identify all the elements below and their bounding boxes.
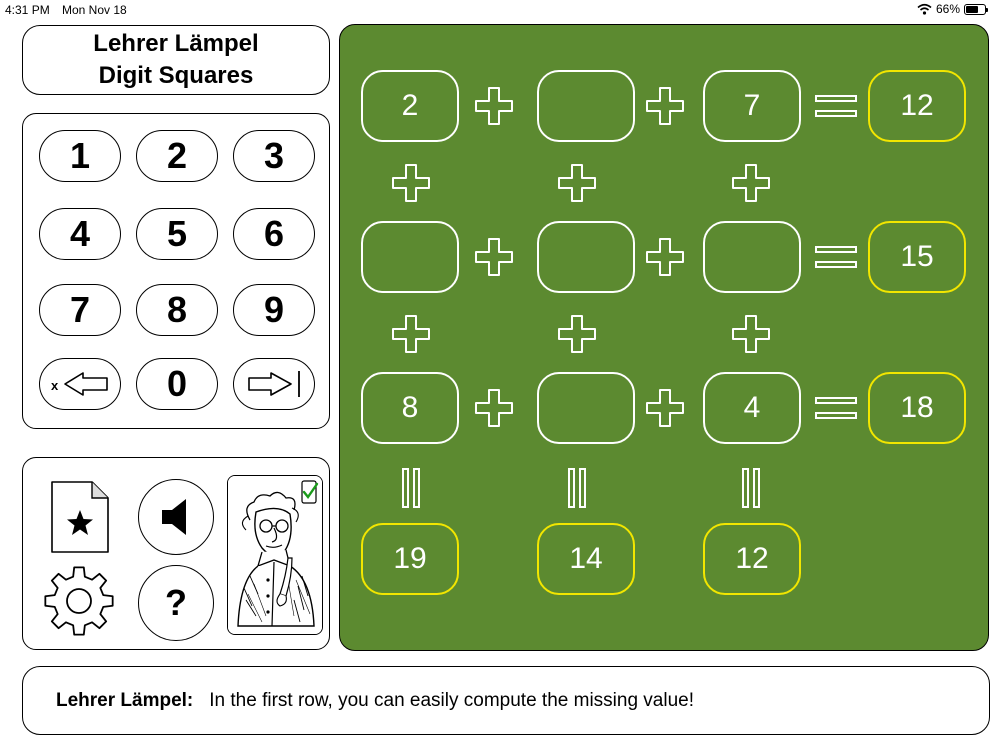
key-8[interactable]: 8 — [136, 284, 218, 336]
help-button[interactable] — [138, 565, 214, 641]
plus-icon — [731, 163, 771, 203]
plus-icon — [557, 314, 597, 354]
settings-icon — [39, 561, 119, 641]
equals-vertical-icon — [741, 468, 761, 508]
status-time: 4:31 PM — [5, 3, 50, 17]
plus-icon — [391, 163, 431, 203]
cell-r3-c3[interactable]: 4 — [703, 372, 801, 444]
row-sum-3: 18 — [868, 372, 966, 444]
key-5[interactable]: 5 — [136, 208, 218, 260]
tools-panel — [22, 457, 330, 650]
status-bar — [0, 0, 1000, 20]
cell-r3-c2[interactable] — [537, 372, 635, 444]
message-bar — [22, 666, 990, 735]
new-game-button[interactable] — [47, 478, 113, 556]
status-indicators — [917, 2, 986, 16]
key-2[interactable]: 2 — [136, 130, 218, 182]
help-icon: ? — [165, 582, 187, 623]
battery-icon — [964, 4, 986, 15]
next-button[interactable] — [233, 358, 315, 410]
plus-icon — [645, 388, 685, 428]
plus-icon — [557, 163, 597, 203]
key-1[interactable]: 1 — [39, 130, 121, 182]
status-date: Mon Nov 18 — [62, 3, 127, 17]
plus-icon — [474, 388, 514, 428]
plus-icon — [645, 237, 685, 277]
key-3[interactable]: 3 — [233, 130, 315, 182]
cell-r1-c2[interactable] — [537, 70, 635, 142]
row-sum-2: 15 — [868, 221, 966, 293]
title-line-2: Digit Squares — [98, 62, 254, 89]
equals-icon — [815, 93, 857, 119]
battery-percent: 66% — [935, 2, 960, 16]
equals-icon — [815, 395, 857, 421]
plus-icon — [731, 314, 771, 354]
cell-r2-c1[interactable] — [361, 221, 459, 293]
key-0[interactable]: 0 — [136, 358, 218, 410]
delete-mark: x — [51, 378, 59, 393]
plus-icon — [474, 237, 514, 277]
column-sum-2: 14 — [537, 523, 635, 595]
cell-r1-c3[interactable]: 7 — [703, 70, 801, 142]
sound-icon — [156, 495, 196, 539]
plus-icon — [391, 314, 431, 354]
equals-icon — [815, 244, 857, 270]
equals-vertical-icon — [567, 468, 587, 508]
sound-button[interactable] — [138, 479, 214, 555]
next-right-icon — [239, 367, 309, 401]
plus-icon — [645, 86, 685, 126]
message-speaker: Lehrer Lämpel: — [56, 689, 194, 711]
cell-r2-c3[interactable] — [703, 221, 801, 293]
cell-r3-c1[interactable]: 8 — [361, 372, 459, 444]
plus-icon — [474, 86, 514, 126]
key-9[interactable]: 9 — [233, 284, 315, 336]
wifi-icon — [917, 3, 932, 15]
row-sum-1: 12 — [868, 70, 966, 142]
puzzle-board — [339, 24, 989, 651]
delete-button[interactable] — [39, 358, 121, 410]
cell-r1-c1[interactable]: 2 — [361, 70, 459, 142]
settings-button[interactable] — [39, 561, 119, 641]
message-text: In the first row, you can easily compute the missing value! — [209, 689, 694, 711]
key-4[interactable]: 4 — [39, 208, 121, 260]
delete-left-icon — [45, 367, 115, 401]
digit-keypad — [22, 113, 330, 429]
title-line-1: Lehrer Lämpel — [93, 30, 259, 57]
app-title — [22, 25, 330, 95]
teacher-portrait-icon — [228, 476, 323, 635]
column-sum-1: 19 — [361, 523, 459, 595]
key-7[interactable]: 7 — [39, 284, 121, 336]
key-6[interactable]: 6 — [233, 208, 315, 260]
cell-r2-c2[interactable] — [537, 221, 635, 293]
teacher-portrait-card[interactable] — [227, 475, 323, 635]
battery-level — [966, 6, 978, 13]
new-game-icon — [48, 478, 112, 556]
equals-vertical-icon — [401, 468, 421, 508]
column-sum-3: 12 — [703, 523, 801, 595]
